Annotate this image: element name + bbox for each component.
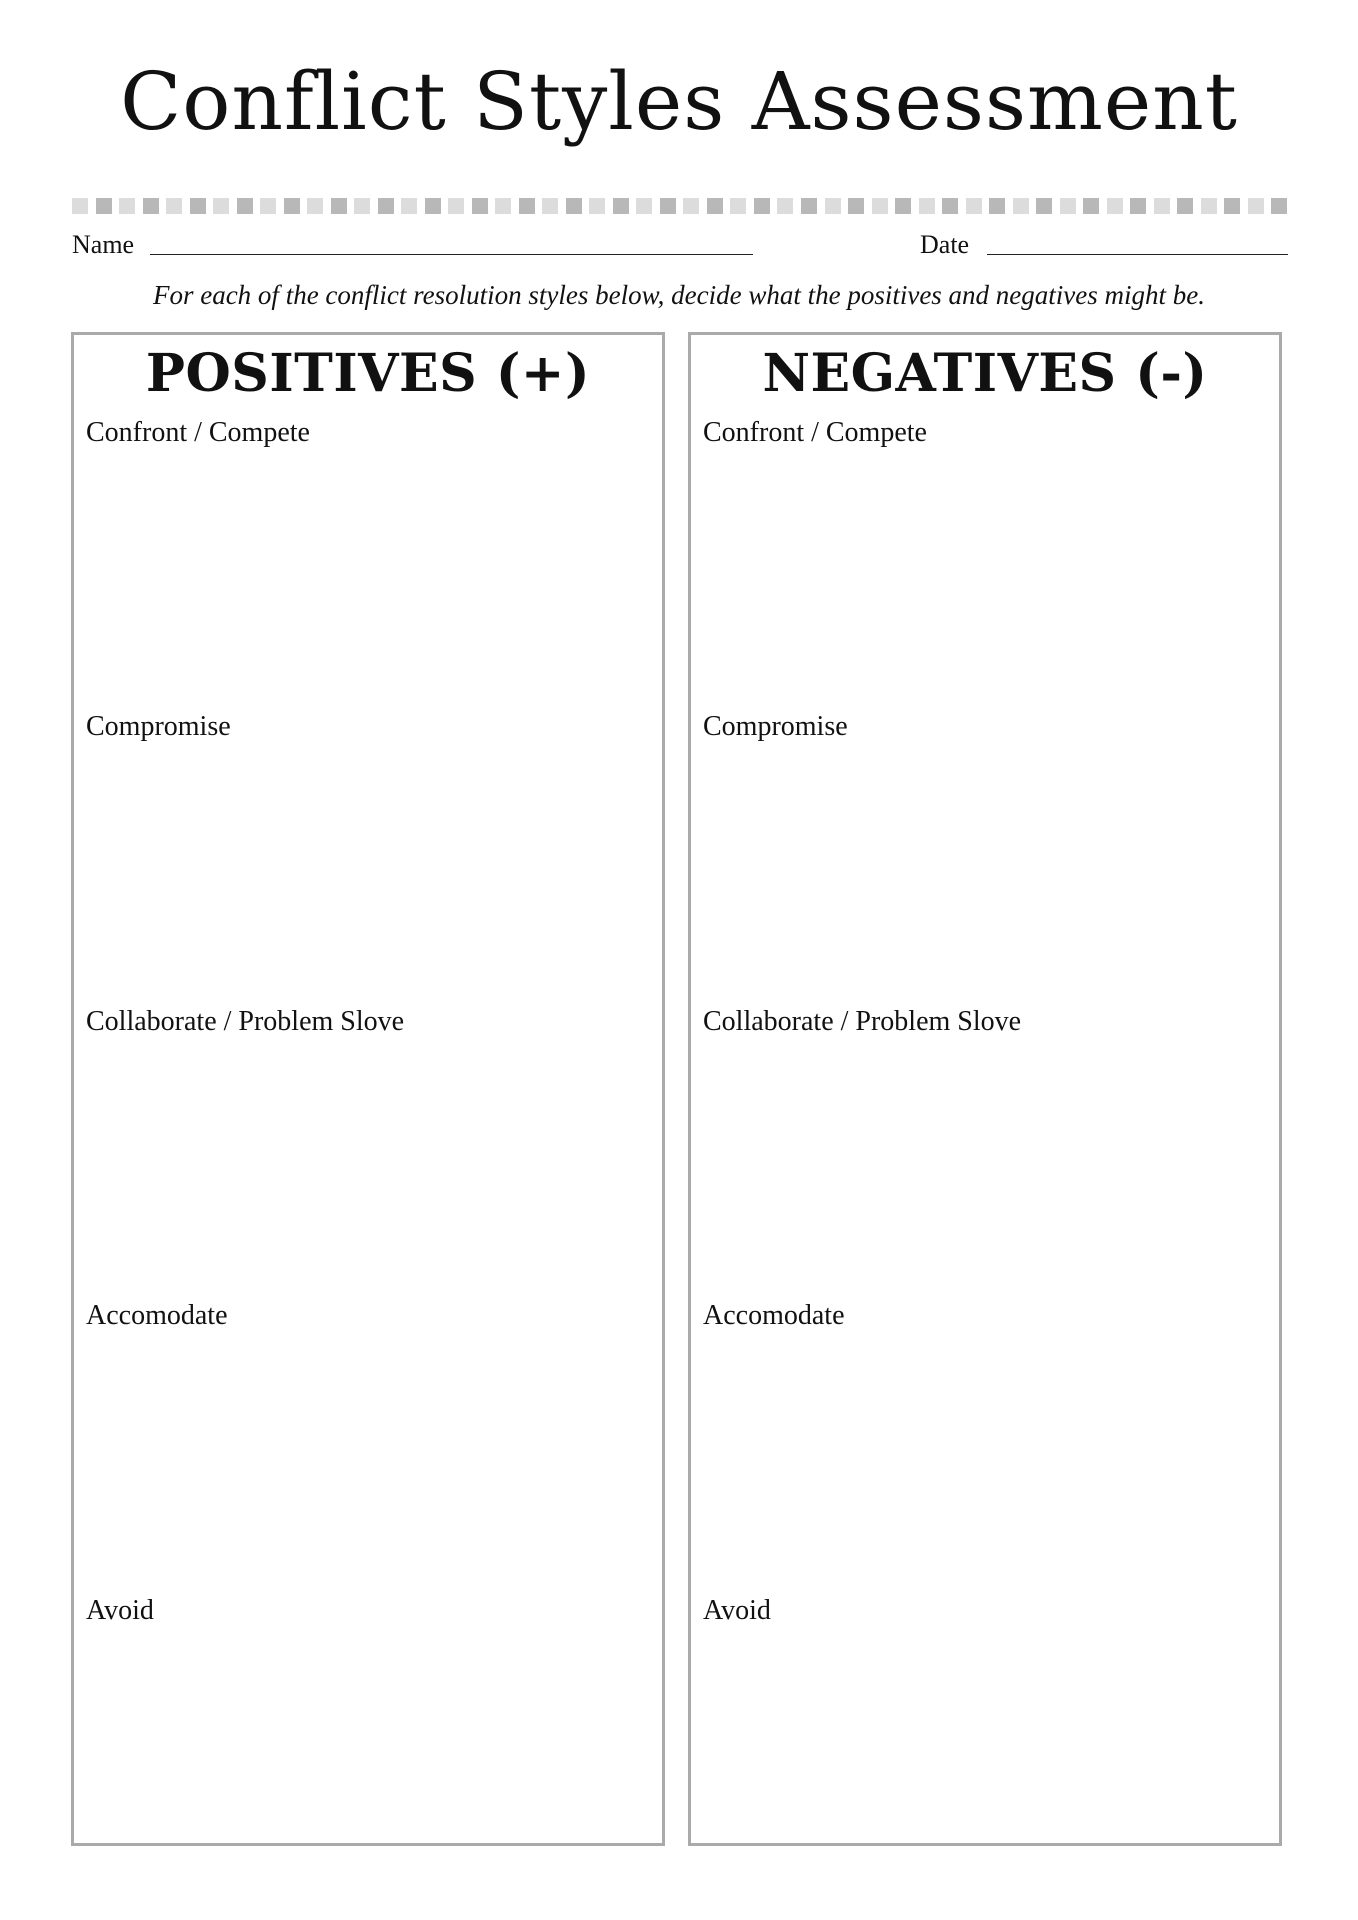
divider-square bbox=[966, 198, 982, 214]
divider-square bbox=[190, 198, 206, 214]
divider-square bbox=[1154, 198, 1170, 214]
negatives-style-confront: Confront / Compete bbox=[703, 417, 927, 448]
divider-square bbox=[1201, 198, 1217, 214]
divider-square bbox=[1013, 198, 1029, 214]
divider-square bbox=[613, 198, 629, 214]
divider-square bbox=[1224, 198, 1240, 214]
divider-square bbox=[472, 198, 488, 214]
divider-square bbox=[448, 198, 464, 214]
instructions-text: For each of the conflict resolution styles below, decide what the positives and negatives might be. bbox=[152, 280, 1206, 310]
divider-square bbox=[542, 198, 558, 214]
negatives-column bbox=[688, 332, 1282, 1846]
divider-square bbox=[1248, 198, 1264, 214]
divider-square bbox=[872, 198, 888, 214]
divider-square bbox=[284, 198, 300, 214]
divider-square bbox=[425, 198, 441, 214]
positives-style-compromise: Compromise bbox=[86, 711, 231, 742]
divider-square bbox=[1083, 198, 1099, 214]
divider-square bbox=[260, 198, 276, 214]
divider-square bbox=[660, 198, 676, 214]
positives-heading: POSITIVES (+) bbox=[145, 343, 591, 404]
negatives-style-compromise: Compromise bbox=[703, 711, 848, 742]
divider-square bbox=[331, 198, 347, 214]
name-field[interactable] bbox=[150, 254, 753, 255]
divider-square bbox=[213, 198, 229, 214]
divider-square bbox=[848, 198, 864, 214]
divider-square bbox=[378, 198, 394, 214]
divider-square bbox=[401, 198, 417, 214]
divider-square bbox=[919, 198, 935, 214]
divider-square bbox=[495, 198, 511, 214]
divider-square bbox=[96, 198, 112, 214]
divider-square bbox=[519, 198, 535, 214]
divider-square bbox=[1271, 198, 1287, 214]
divider-square bbox=[1036, 198, 1052, 214]
divider-square bbox=[942, 198, 958, 214]
negatives-style-accomodate: Accomodate bbox=[703, 1300, 845, 1331]
negatives-style-collaborate: Collaborate / Problem Slove bbox=[703, 1006, 1022, 1037]
date-field[interactable] bbox=[987, 254, 1288, 255]
divider-square bbox=[895, 198, 911, 214]
negatives-heading: NEGATIVES (-) bbox=[762, 343, 1208, 404]
positives-style-avoid: Avoid bbox=[86, 1595, 154, 1626]
divider-square bbox=[72, 198, 88, 214]
divider-square bbox=[707, 198, 723, 214]
divider-square bbox=[1107, 198, 1123, 214]
divider-square bbox=[143, 198, 159, 214]
divider-square bbox=[730, 198, 746, 214]
positives-column bbox=[71, 332, 665, 1846]
divider-square bbox=[636, 198, 652, 214]
divider-square bbox=[237, 198, 253, 214]
divider-square bbox=[589, 198, 605, 214]
date-label: Date bbox=[920, 230, 970, 259]
divider-square bbox=[1060, 198, 1076, 214]
divider-square bbox=[754, 198, 770, 214]
divider-square bbox=[119, 198, 135, 214]
divider-square bbox=[307, 198, 323, 214]
decorative-divider bbox=[72, 196, 1288, 216]
divider-square bbox=[566, 198, 582, 214]
divider-square bbox=[989, 198, 1005, 214]
positives-style-accomodate: Accomodate bbox=[86, 1300, 228, 1331]
divider-square bbox=[683, 198, 699, 214]
page-title: Conflict Styles Assessment bbox=[120, 55, 1238, 148]
name-label: Name bbox=[72, 230, 135, 259]
name-date-row bbox=[72, 230, 1288, 260]
divider-square bbox=[1130, 198, 1146, 214]
positives-style-collaborate: Collaborate / Problem Slove bbox=[86, 1006, 405, 1037]
divider-square bbox=[166, 198, 182, 214]
divider-square bbox=[1177, 198, 1193, 214]
divider-square bbox=[777, 198, 793, 214]
divider-square bbox=[354, 198, 370, 214]
negatives-style-avoid: Avoid bbox=[703, 1595, 771, 1626]
positives-style-confront: Confront / Compete bbox=[86, 417, 310, 448]
divider-square bbox=[801, 198, 817, 214]
divider-square bbox=[825, 198, 841, 214]
